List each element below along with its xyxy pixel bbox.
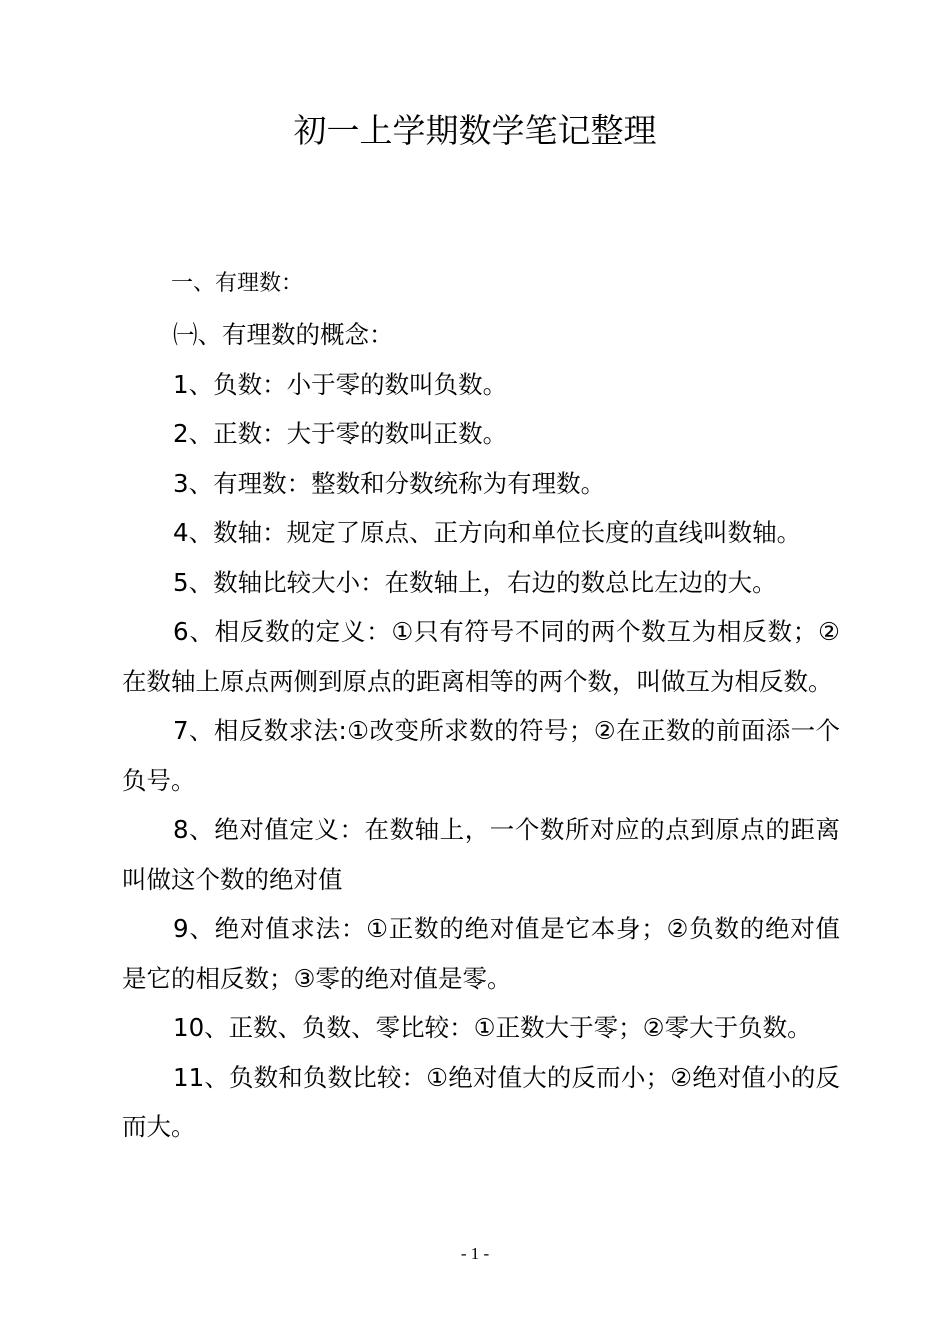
paragraph: 6、相反数的定义：①只有符号不同的两个数互为相反数；②在数轴上原点两侧到原点的距离相等的两个数，叫做互为相反数。: [122, 617, 840, 696]
paragraph: 10、正数、负数、零比较：①正数大于零；②零大于负数。: [173, 1013, 812, 1042]
paragraph: 1、负数：小于零的数叫负数。: [173, 369, 508, 399]
document-title: 初一上学期数学笔记整理: [293, 111, 657, 150]
document-body: [122, 310, 840, 1152]
paragraph: 11、负数和负数比较：①绝对值大的反而小；②绝对值小的反而大。: [122, 1062, 840, 1141]
paragraph: 7、相反数求法:①改变所求数的符号；②在正数的前面添一个负号。: [122, 716, 840, 795]
subsection-heading: ㈠、有理数的概念：: [173, 320, 394, 349]
section-heading: 一、有理数：: [171, 271, 304, 296]
paragraph: 2、正数：大于零的数叫正数。: [173, 419, 508, 448]
paragraph: 3、有理数：整数和分数统称为有理数。: [173, 468, 606, 498]
paragraph: 5、数轴比较大小：在数轴上，右边的数总比左边的大。: [173, 567, 777, 597]
page-number: - 1 -: [460, 1244, 490, 1263]
paragraph: 4、数轴：规定了原点、正方向和单位长度的直线叫数轴。: [173, 518, 802, 547]
paragraph: 9、绝对值求法：①正数的绝对值是它本身；②负数的绝对值是它的相反数；③零的绝对值是零。: [122, 914, 840, 993]
paragraph: 8、绝对值定义：在数轴上，一个数所对应的点到原点的距离叫做这个数的绝对值: [122, 815, 840, 894]
